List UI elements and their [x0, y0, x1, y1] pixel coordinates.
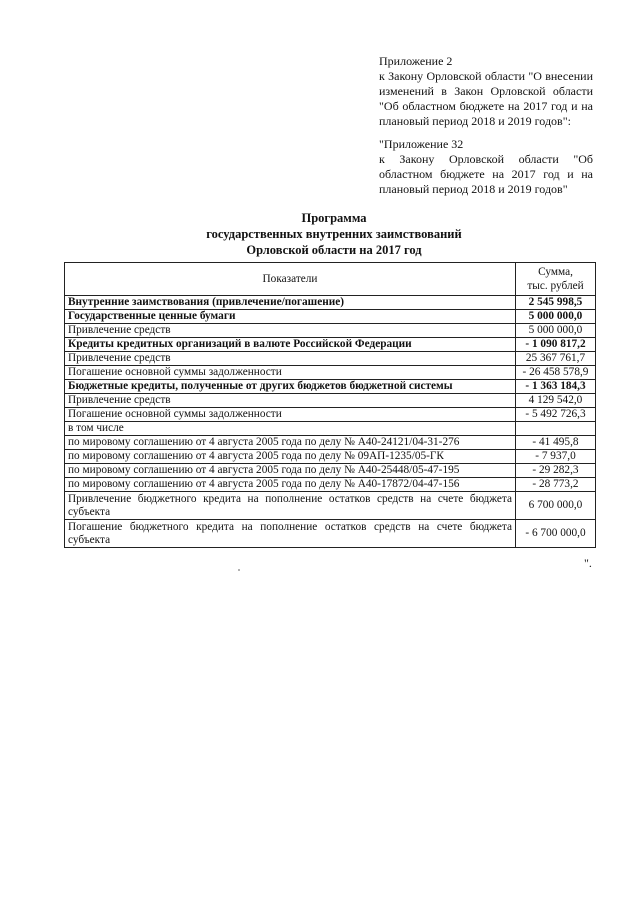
table-row — [65, 422, 596, 436]
row-label: в том числе — [65, 422, 516, 436]
row-label: Привлечение средств — [65, 394, 516, 408]
row-label: Внутренние заимствования (привлечение/погашение) — [65, 296, 516, 310]
row-amount: - 1 363 184,3 — [516, 380, 596, 394]
header-sum-line-1: Сумма, — [538, 266, 573, 278]
table-row — [65, 352, 596, 366]
table-row — [65, 450, 596, 464]
title-line-2: государственных внутренних заимствований — [206, 227, 462, 241]
table-row — [65, 310, 596, 324]
appendix-law-reference: к Закону Орловской области "О внесении изменений в Закон Орловской области "Об областном бюджете на 2017 год и на плановый период 2018 и 2019 годов": — [379, 69, 593, 128]
row-amount: - 1 090 817,2 — [516, 338, 596, 352]
table-row — [65, 380, 596, 394]
appendix-title: Приложение 2 — [379, 54, 453, 68]
document-title — [0, 210, 640, 258]
scan-speck — [238, 569, 240, 571]
row-amount: - 7 937,0 — [516, 450, 596, 464]
row-label: по мировому соглашению от 4 августа 2005 года по делу № А40-17872/04-47-156 — [65, 478, 516, 492]
row-label: по мировому соглашению от 4 августа 2005 года по делу № А40-24121/04-31-276 — [65, 436, 516, 450]
row-label: Погашение бюджетного кредита на пополнение остатков средств на счете бюджета субъекта — [65, 520, 516, 548]
header-sum — [516, 263, 596, 296]
row-label: Бюджетные кредиты, полученные от других бюджетов бюджетной системы — [65, 380, 516, 394]
table-header-row — [65, 263, 596, 296]
table-row — [65, 436, 596, 450]
borrowing-program-table — [64, 262, 596, 548]
table-row — [65, 408, 596, 422]
row-amount: - 5 492 726,3 — [516, 408, 596, 422]
table-row — [65, 394, 596, 408]
row-amount: - 29 282,3 — [516, 464, 596, 478]
closing-quote-mark: ". — [584, 556, 592, 570]
row-amount: - 26 458 578,9 — [516, 366, 596, 380]
row-label: Привлечение средств — [65, 352, 516, 366]
row-amount: - 28 773,2 — [516, 478, 596, 492]
header-sum-line-2: тыс. рублей — [527, 280, 584, 292]
table-row — [65, 464, 596, 478]
row-amount: 5 000 000,0 — [516, 324, 596, 338]
row-label: по мировому соглашению от 4 августа 2005 года по делу № 09АП-1235/05-ГК — [65, 450, 516, 464]
table-row — [65, 492, 596, 520]
appendix-32-law-reference: к Закону Орловской области "Об областном бюджете на 2017 год и на плановый период 2018 и 2019 годов" — [379, 152, 593, 196]
row-amount: - 41 495,8 — [516, 436, 596, 450]
table-row — [65, 478, 596, 492]
row-label: Кредиты кредитных организаций в валюте Российской Федерации — [65, 338, 516, 352]
table-row — [65, 296, 596, 310]
row-amount — [516, 422, 596, 436]
title-line-3: Орловской области на 2017 год — [246, 243, 422, 257]
table-row — [65, 366, 596, 380]
row-amount: 25 367 761,7 — [516, 352, 596, 366]
table-row — [65, 338, 596, 352]
row-amount: 6 700 000,0 — [516, 492, 596, 520]
appendix-block — [379, 54, 593, 197]
row-label: по мировому соглашению от 4 августа 2005 года по делу № А40-25448/05-47-195 — [65, 464, 516, 478]
title-line-1: Программа — [301, 211, 367, 225]
row-amount: 2 545 998,5 — [516, 296, 596, 310]
row-label: Погашение основной суммы задолженности — [65, 366, 516, 380]
row-label: Привлечение средств — [65, 324, 516, 338]
row-label: Привлечение бюджетного кредита на пополнение остатков средств на счете бюджета субъекта — [65, 492, 516, 520]
table-row — [65, 324, 596, 338]
row-label: Погашение основной суммы задолженности — [65, 408, 516, 422]
row-label: Государственные ценные бумаги — [65, 310, 516, 324]
row-amount: 5 000 000,0 — [516, 310, 596, 324]
header-indicators: Показатели — [65, 263, 516, 296]
appendix-32-title: "Приложение 32 — [379, 137, 464, 151]
row-amount: 4 129 542,0 — [516, 394, 596, 408]
row-amount: - 6 700 000,0 — [516, 520, 596, 548]
table-row — [65, 520, 596, 548]
